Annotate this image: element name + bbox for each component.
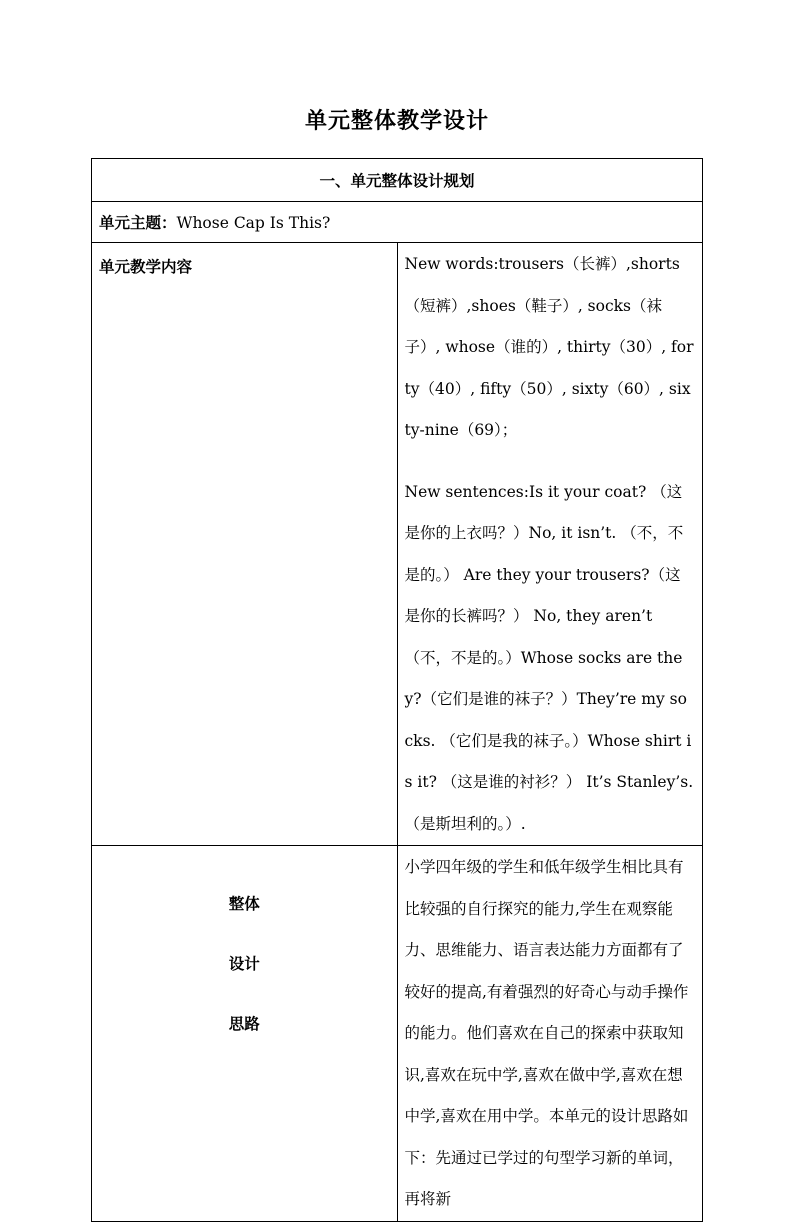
topic-value: Whose Cap Is This?	[176, 214, 331, 232]
content-row	[92, 243, 703, 846]
unit-plan-table	[91, 158, 703, 1222]
design-label-line-2: 设计	[228, 954, 260, 973]
new-sentences-text: New sentences:Is it your coat? （这是你的上衣吗？）No, it isn’t. （不，不是的。） Are they your trousers?（这是你的长裤吗？） No, they aren’t （不，不是的。）Whose socks are they?（它们是谁的袜子？）They’re my socks. （它们是我的袜子。）Whose shirt is it? （这是谁的衬衫？） It’s Stanley’s.（是斯坦利的。）.	[404, 482, 694, 833]
content-cell	[397, 243, 703, 846]
design-label-line-3: 思路	[228, 1014, 260, 1033]
new-words-text: New words:trousers（长裤）,shorts（短裤）,shoes（鞋子）, socks（袜子）, whose（谁的）, thirty（30）, forty（40）, fifty（50）, sixty（60）, sixty-nine（69）；	[404, 255, 694, 439]
topic-row	[92, 202, 703, 243]
design-label-line-1: 整体	[228, 894, 260, 913]
content-label: 单元教学内容	[92, 243, 398, 846]
design-text: 小学四年级的学生和低年级学生相比具有比较强的自行探究的能力,学生在观察能力、思维能力、语言表达能力方面都有了较好的提高,有着强烈的好奇心与动手操作的能力。他们喜欢在自己的探索中获取知识,喜欢在玩中学,喜欢在做中学,喜欢在想中学,喜欢在用中学。本单元的设计思路如下：先通过已学过的句型学习新的单词，再将新	[397, 846, 703, 1222]
topic-label: 单元主题：	[99, 213, 177, 232]
paragraph-gap	[405, 452, 696, 472]
topic-cell	[92, 202, 703, 243]
section-heading: 一、单元整体设计规划	[92, 159, 703, 202]
document-title: 单元整体教学设计	[304, 108, 489, 134]
design-label	[92, 846, 398, 1222]
design-row	[92, 846, 703, 1222]
section-heading-row	[92, 159, 703, 202]
